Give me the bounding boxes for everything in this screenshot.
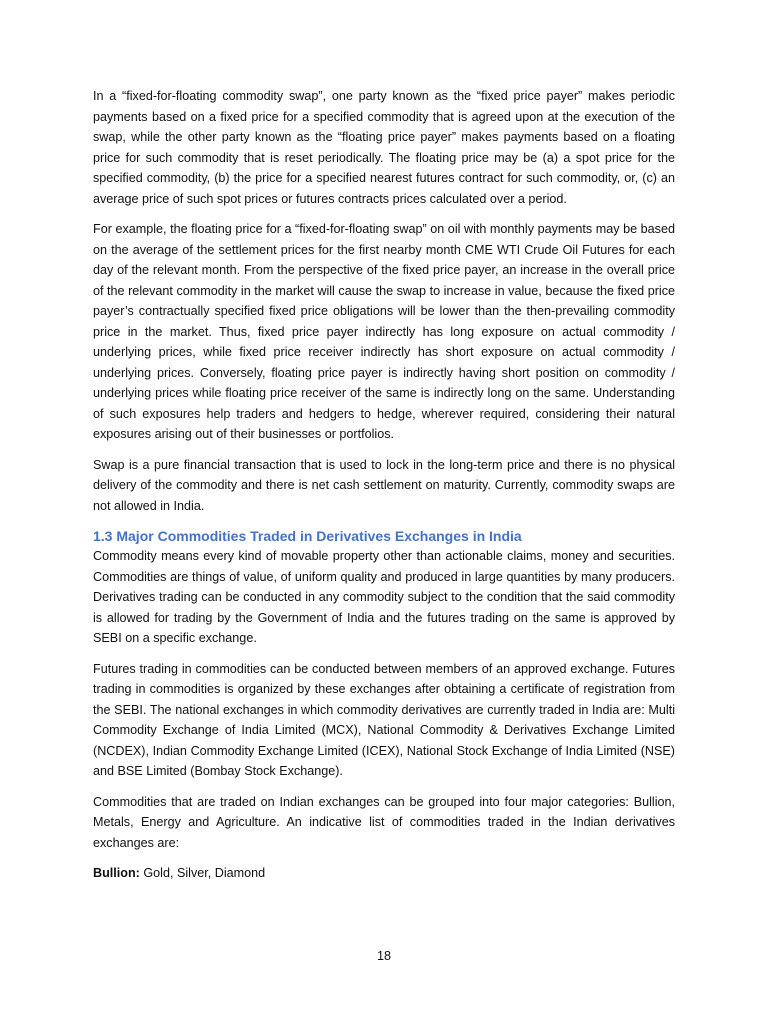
paragraph-commodity-definition: Commodity means every kind of movable property other than actionable claims, money and securities. Commodities are things of value, of uniform quality and produced in large quantities by many producers. Derivatives trading can be conducted in any commodity subject to the condition that the said commodity is allowed for trading by the Government of India and the futures trading on the same is approved by SEBI on a specific exchange. [93, 549, 675, 645]
bullion-line [93, 863, 675, 884]
paragraph-swap-example: For example, the floating price for a “fixed-for-floating swap” on oil with monthly payments may be based on the average of the settlement prices for the first nearby month CME WTI Crude Oil Futures for each day of the relevant month. From the perspective of the fixed price payer, an increase in the overall price of the relevant commodity in the market will cause the swap to increase in value, because the fixed price payer’s contractually specified fixed price obligations will be lower than the then-prevailing commodity price in the market. Thus, fixed price payer indirectly has long exposure on actual commodity / underlying prices, while fixed price receiver indirectly has short exposure on actual commodity / underlying prices. Conversely, floating price payer is indirectly having short position on commodity / underlying prices while floating price receiver of the same is indirectly long on the same. Understanding of such exposures help traders and hedgers to hedge, wherever required, considering their natural exposures arising out of their businesses or portfolios. [93, 222, 675, 441]
section-heading: 1.3 Major Commodities Traded in Derivatives Exchanges in India [93, 528, 522, 544]
document-page [93, 86, 675, 894]
bullion-label: Bullion: [93, 866, 140, 880]
bullion-items: Gold, Silver, Diamond [139, 866, 266, 880]
paragraph-futures-trading: Futures trading in commodities can be conducted between members of an approved exchange. Futures trading in commodities is organized by these exchanges after obtaining a certificate of registration from the SEBI. The national exchanges in which commodity derivatives are currently traded in India are: Multi Commodity Exchange of India Limited (MCX), National Commodity & Derivatives Exchange Limited (NCDEX), Indian Commodity Exchange Limited (ICEX), National Stock Exchange of India Limited (NSE) and BSE Limited (Bombay Stock Exchange). [93, 661, 675, 778]
paragraph-fixed-for-floating-swap: In a “fixed-for-floating commodity swap”, one party known as the “fixed price payer” makes periodic payments based on a fixed price for a specified commodity that is agreed upon at the execution of the swap, while the other party known as the “floating price payer” makes payments based on a floating price for such commodity that is reset periodically. The floating price may be (a) a spot price for the specified commodity, (b) the price for a specified nearest futures contract for such commodity, or, (c) an average price of such spot prices or futures contracts prices calculated over a period. [93, 89, 675, 206]
paragraph-commodity-categories: Commodities that are traded on Indian exchanges can be grouped into four major categories: Bullion, Metals, Energy and Agriculture. An indicative list of commodities traded in the Indian derivatives exchanges are: [93, 794, 675, 850]
page-number: 18 [376, 949, 391, 963]
paragraph-swap-settlement: Swap is a pure financial transaction that is used to lock in the long-term price and there is no physical delivery of the commodity and there is net cash settlement on maturity. Currently, commodity swaps are not allowed in India. [93, 457, 675, 513]
